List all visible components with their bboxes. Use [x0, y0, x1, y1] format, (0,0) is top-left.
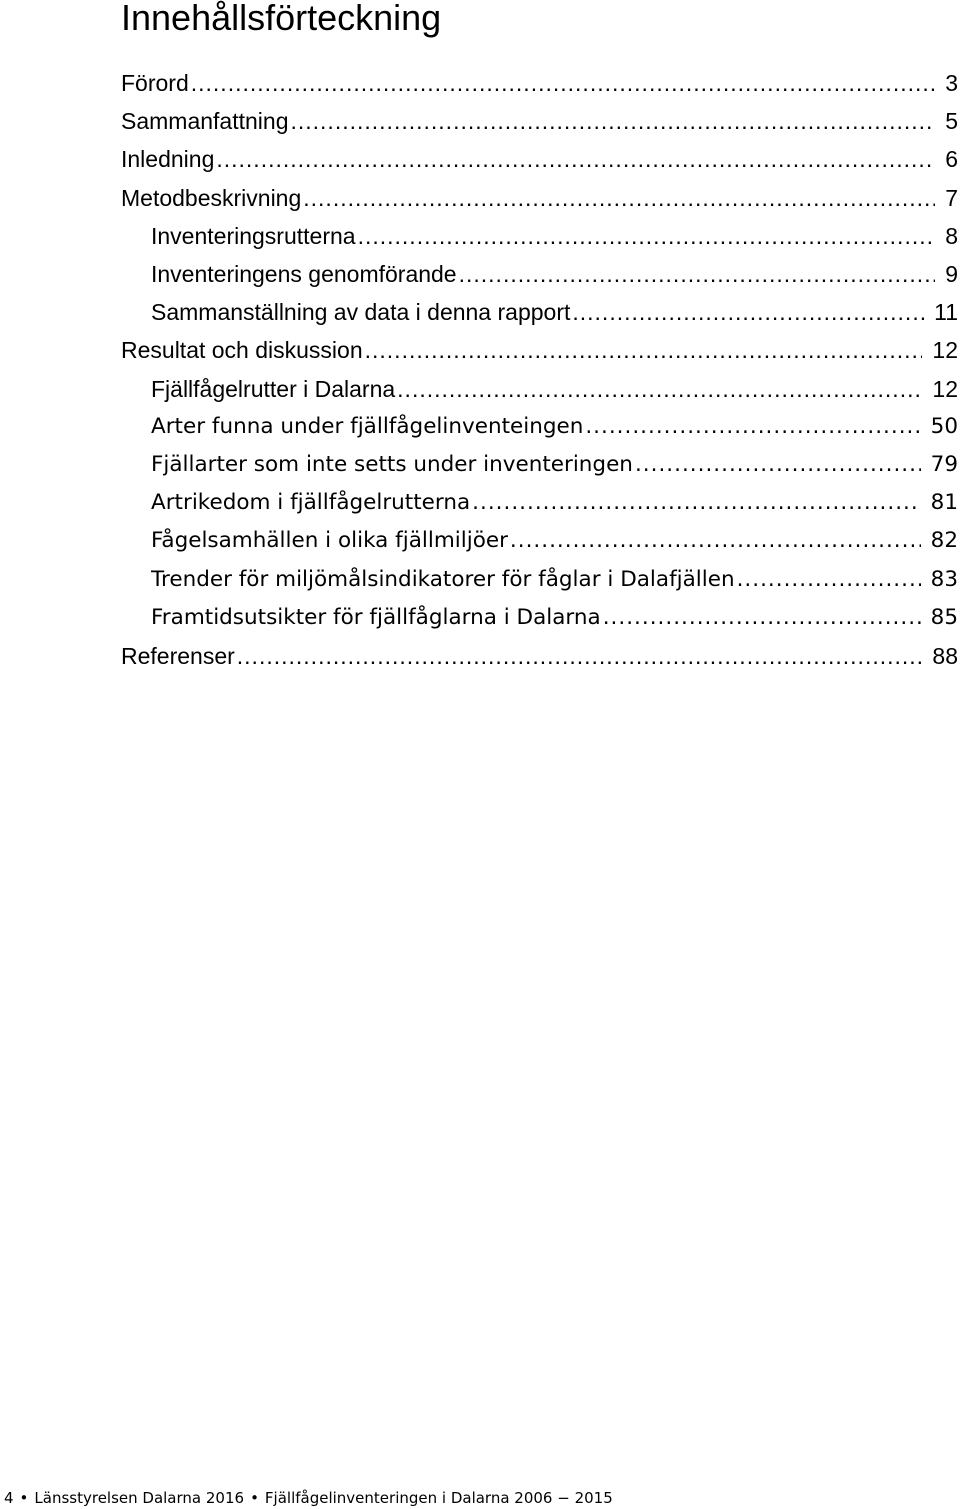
toc-entry-page-number: 9 [945, 261, 958, 287]
page-title: Innehållsförteckning [121, 0, 442, 38]
toc-entry-page-number: 50 [930, 413, 958, 439]
toc-dot-leader [237, 637, 923, 675]
toc-entry-label: Resultat och diskussion [121, 337, 363, 364]
toc-entry-label: Inventeringens genomförande [151, 261, 457, 287]
toc-entry-page-number: 3 [945, 70, 958, 96]
toc-entry-page-number: 83 [930, 566, 958, 592]
toc-dot-leader [572, 293, 924, 331]
toc-entry-page-number: 11 [934, 299, 958, 326]
toc-entry[interactable] [151, 370, 958, 408]
toc-dot-leader [358, 217, 936, 255]
toc-entry[interactable] [151, 255, 958, 293]
footer-page-number: 4 [4, 1489, 14, 1507]
toc-entry-page-number: 6 [945, 146, 958, 173]
toc-entry-label: Inledning [121, 146, 215, 173]
toc-entry-page-number: 81 [930, 490, 958, 516]
bullet-separator-icon: • [19, 1489, 29, 1507]
toc-entry-label: Förord [121, 70, 189, 96]
toc-entry-label: Arter funna under fjällfågelinventeingen [151, 413, 584, 439]
toc-entry[interactable] [121, 102, 958, 140]
toc-entry-page-number: 82 [930, 528, 958, 554]
toc-entry[interactable] [151, 446, 958, 484]
toc-entry[interactable] [151, 484, 958, 522]
toc-entry[interactable] [151, 522, 958, 560]
toc-entry-label: Fjällfågelrutter i Dalarna [151, 375, 396, 402]
toc-dot-leader [603, 599, 921, 637]
toc-entry-label: Inventeringsrutterna [151, 222, 356, 249]
toc-dot-leader [585, 408, 920, 446]
toc-dot-leader [290, 102, 935, 140]
toc-entry[interactable] [151, 217, 958, 255]
toc-entry-page-number: 85 [930, 604, 958, 630]
toc-entry[interactable] [151, 293, 958, 331]
toc-entry-page-number: 8 [945, 222, 958, 249]
toc-entry[interactable] [151, 561, 958, 599]
page-footer [4, 1488, 613, 1508]
footer-report-title: Fjällfågelinventeringen i Dalarna 2006 − 2015 [264, 1489, 613, 1507]
toc-entry-label: Trender för miljömålsindikatorer för fåglar i Dalafjällen [151, 566, 735, 592]
toc-entry-page-number: 12 [932, 375, 958, 402]
toc-entry[interactable] [121, 637, 958, 675]
toc-dot-leader [472, 484, 920, 522]
footer-publisher: Länsstyrelsen Dalarna 2016 [34, 1489, 245, 1507]
toc-entry-page-number: 12 [932, 337, 958, 364]
toc-entry-page-number: 7 [945, 184, 958, 211]
toc-dot-leader [365, 331, 923, 369]
toc-dot-leader [737, 561, 921, 599]
toc-dot-leader [635, 446, 921, 484]
toc-entry[interactable] [151, 408, 958, 446]
toc-entry-label: Fjällarter som inte setts under inventeringen [151, 452, 633, 477]
toc-dot-leader [510, 522, 921, 560]
toc-dot-leader [216, 140, 935, 178]
toc-dot-leader [397, 370, 922, 408]
toc-entry-label: Metodbeskrivning [121, 184, 302, 211]
toc-entry[interactable] [121, 179, 958, 217]
toc-entry[interactable] [121, 64, 958, 102]
bullet-separator-icon: • [250, 1489, 259, 1507]
toc-entry-label: Framtidsutsikter för fjällfåglarna i Dalarna [151, 604, 601, 630]
toc-entry-page-number: 88 [932, 643, 958, 669]
toc-entry-label: Sammanställning av data i denna rapport [151, 299, 571, 326]
toc-entry-label: Sammanfattning [121, 108, 289, 135]
toc-dot-leader [191, 64, 935, 102]
toc-entry[interactable] [121, 140, 958, 178]
toc-dot-leader [459, 255, 936, 293]
toc-entry[interactable] [121, 331, 958, 369]
toc-entry-label: Fågelsamhällen i olika fjällmiljöer [151, 528, 508, 554]
toc-entry-page-number: 79 [930, 452, 958, 477]
toc-entry-label: Artrikedom i fjällfågelrutterna [151, 490, 471, 516]
toc-dot-leader [303, 179, 935, 217]
toc-entry-page-number: 5 [945, 108, 958, 135]
toc-entry-label: Referenser [121, 643, 235, 669]
toc-entry[interactable] [151, 599, 958, 637]
